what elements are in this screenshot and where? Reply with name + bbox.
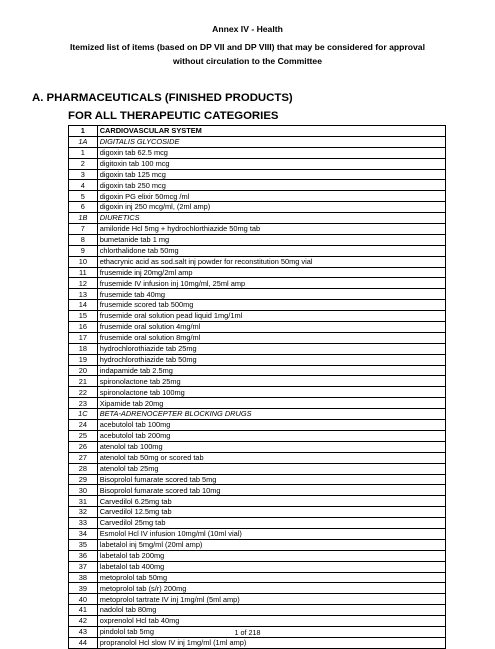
- item-description: BETA-ADRENOCEPTER BLOCKING DRUGS: [97, 409, 445, 420]
- item-number: 28: [69, 463, 98, 474]
- table-row: [69, 191, 446, 202]
- table-row: [69, 202, 446, 213]
- item-description: atenolol tab 50mg or scored tab: [97, 452, 445, 463]
- item-description: acebutolol tab 100mg: [97, 420, 445, 431]
- item-description: spironolactone tab 25mg: [97, 376, 445, 387]
- item-description: frusemide IV infusion inj 10mg/ml, 25ml amp: [97, 278, 445, 289]
- table-row: [69, 507, 446, 518]
- item-number: 18: [69, 343, 98, 354]
- item-description: Carvedilol 12.5mg tab: [97, 507, 445, 518]
- table-row: [69, 583, 446, 594]
- item-description: propranolol Hcl slow IV inj 1mg/ml (1ml amp): [97, 637, 445, 648]
- item-number: 35: [69, 539, 98, 550]
- item-description: metoprolol tab (s/r) 200mg: [97, 583, 445, 594]
- item-description: Bisoprolol fumarate scored tab 5mg: [97, 474, 445, 485]
- table-row: [69, 387, 446, 398]
- item-description: frusemide tab 40mg: [97, 289, 445, 300]
- item-description: frusemide inj 20mg/2ml amp: [97, 267, 445, 278]
- table-row: [69, 616, 446, 627]
- category-row: [69, 126, 446, 137]
- items-table-body: [69, 126, 446, 649]
- item-description: Bisoprolol fumarate scored tab 10mg: [97, 485, 445, 496]
- item-number: 44: [69, 637, 98, 648]
- table-row: [69, 430, 446, 441]
- item-description: acebutolol tab 200mg: [97, 430, 445, 441]
- table-row: [69, 485, 446, 496]
- table-row: [69, 234, 446, 245]
- item-number: 4: [69, 180, 98, 191]
- table-row: [69, 463, 446, 474]
- item-number: 42: [69, 616, 98, 627]
- table-row: [69, 605, 446, 616]
- item-description: CARDIOVASCULAR SYSTEM: [97, 126, 445, 137]
- item-number: 9: [69, 245, 98, 256]
- table-row: [69, 496, 446, 507]
- item-number: 15: [69, 311, 98, 322]
- table-row: [69, 289, 446, 300]
- item-description: digoxin tab 125 mcg: [97, 169, 445, 180]
- item-description: DIURETICS: [97, 213, 445, 224]
- item-description: frusemide scored tab 500mg: [97, 300, 445, 311]
- item-number: 6: [69, 202, 98, 213]
- category-row: [69, 136, 446, 147]
- category-row: [69, 213, 446, 224]
- item-number: 22: [69, 387, 98, 398]
- item-number: 10: [69, 256, 98, 267]
- item-number: 24: [69, 420, 98, 431]
- item-number: 30: [69, 485, 98, 496]
- item-number: 1: [69, 147, 98, 158]
- table-row: [69, 300, 446, 311]
- table-row: [69, 365, 446, 376]
- item-description: Carvedilol 6.25mg tab: [97, 496, 445, 507]
- item-number: 34: [69, 528, 98, 539]
- item-description: ethacrynic acid as sod.salt inj powder for reconstitution 50mg vial: [97, 256, 445, 267]
- table-row: [69, 420, 446, 431]
- item-number: 14: [69, 300, 98, 311]
- item-number: 8: [69, 234, 98, 245]
- table-row: [69, 354, 446, 365]
- table-row: [69, 398, 446, 409]
- item-description: labetalol inj 5mg/ml (20ml amp): [97, 539, 445, 550]
- table-row: [69, 441, 446, 452]
- item-number: 21: [69, 376, 98, 387]
- item-number: 27: [69, 452, 98, 463]
- table-row: [69, 224, 446, 235]
- item-description: labetalol tab 400mg: [97, 561, 445, 572]
- item-description: labetalol tab 200mg: [97, 550, 445, 561]
- item-number: 16: [69, 322, 98, 333]
- table-row: [69, 594, 446, 605]
- table-row: [69, 278, 446, 289]
- item-number: 12: [69, 278, 98, 289]
- item-description: amiloride Hcl 5mg + hydrochlorthiazide 50mg tab: [97, 224, 445, 235]
- items-table: [68, 125, 446, 649]
- table-row: [69, 550, 446, 561]
- table-row: [69, 376, 446, 387]
- item-number: 38: [69, 572, 98, 583]
- item-description: digoxin tab 250 mcg: [97, 180, 445, 191]
- item-number: 25: [69, 430, 98, 441]
- item-number: 3: [69, 169, 98, 180]
- table-row: [69, 637, 446, 648]
- item-number: 7: [69, 224, 98, 235]
- table-row: [69, 158, 446, 169]
- item-description: pindolol tab 5mg: [97, 626, 445, 637]
- item-description: spironolactone tab 100mg: [97, 387, 445, 398]
- item-description: metoprolol tartrate IV inj 1mg/ml (5ml amp): [97, 594, 445, 605]
- item-description: frusemide oral solution 8mg/ml: [97, 332, 445, 343]
- table-row: [69, 256, 446, 267]
- table-row: [69, 343, 446, 354]
- item-number: 19: [69, 354, 98, 365]
- section-subtitle: FOR ALL THERAPEUTIC CATEGORIES: [68, 110, 279, 122]
- item-number: 17: [69, 332, 98, 343]
- annex-title: Annex IV - Health: [212, 24, 283, 34]
- page-number: 1 of 218: [234, 628, 261, 637]
- item-number: 32: [69, 507, 98, 518]
- header-description-line-1: Itemized list of items (based on DP VII and DP VIII) that may be considered for approval: [70, 42, 425, 52]
- table-row: [69, 267, 446, 278]
- table-row: [69, 322, 446, 333]
- item-number: 20: [69, 365, 98, 376]
- item-number: 5: [69, 191, 98, 202]
- item-number: 41: [69, 605, 98, 616]
- item-description: metoprolol tab 50mg: [97, 572, 445, 583]
- header-description-line-2: without circulation to the Committee: [173, 56, 322, 66]
- item-number: 13: [69, 289, 98, 300]
- item-description: hydrochlorothiazide tab 25mg: [97, 343, 445, 354]
- item-description: digoxin tab 62.5 mcg: [97, 147, 445, 158]
- item-description: Esmolol Hcl IV infusion 10mg/ml (10ml vial): [97, 528, 445, 539]
- item-description: DIGITALIS GLYCOSIDE: [97, 136, 445, 147]
- item-number: 43: [69, 626, 98, 637]
- item-number: 23: [69, 398, 98, 409]
- item-number: 36: [69, 550, 98, 561]
- item-number: 1B: [69, 213, 98, 224]
- item-number: 1: [69, 126, 98, 137]
- item-number: 37: [69, 561, 98, 572]
- item-description: bumetanide tab 1 mg: [97, 234, 445, 245]
- item-description: frusemide oral solution 4mg/ml: [97, 322, 445, 333]
- item-number: 31: [69, 496, 98, 507]
- item-description: digitoxin tab 100 mcg: [97, 158, 445, 169]
- item-number: 29: [69, 474, 98, 485]
- item-number: 2: [69, 158, 98, 169]
- item-description: frusemide oral solution pead liquid 1mg/1ml: [97, 311, 445, 322]
- item-number: 1C: [69, 409, 98, 420]
- item-description: hydrochlorothiazide tab 50mg: [97, 354, 445, 365]
- table-row: [69, 332, 446, 343]
- table-row: [69, 180, 446, 191]
- item-number: 1A: [69, 136, 98, 147]
- section-title: A. PHARMACEUTICALS (FINISHED PRODUCTS): [32, 92, 293, 104]
- table-row: [69, 474, 446, 485]
- table-row: [69, 311, 446, 322]
- item-description: oxprenolol Hcl tab 40mg: [97, 616, 445, 627]
- item-description: nadolol tab 80mg: [97, 605, 445, 616]
- item-description: indapamide tab 2.5mg: [97, 365, 445, 376]
- table-row: [69, 245, 446, 256]
- item-number: 40: [69, 594, 98, 605]
- item-number: 33: [69, 518, 98, 529]
- item-number: 11: [69, 267, 98, 278]
- table-row: [69, 147, 446, 158]
- category-row: [69, 409, 446, 420]
- table-row: [69, 452, 446, 463]
- item-number: 26: [69, 441, 98, 452]
- item-description: digoxin PG elixir 50mcg /ml: [97, 191, 445, 202]
- table-row: [69, 169, 446, 180]
- item-number: 39: [69, 583, 98, 594]
- item-description: digoxin inj 250 mcg/ml, (2ml amp): [97, 202, 445, 213]
- item-description: Carvedilol 25mg tab: [97, 518, 445, 529]
- table-row: [69, 518, 446, 529]
- table-row: [69, 572, 446, 583]
- item-description: Xipamide tab 20mg: [97, 398, 445, 409]
- item-description: chlorthalidone tab 50mg: [97, 245, 445, 256]
- item-description: atenolol tab 100mg: [97, 441, 445, 452]
- table-row: [69, 561, 446, 572]
- item-description: atenolol tab 25mg: [97, 463, 445, 474]
- table-row: [69, 528, 446, 539]
- table-row: [69, 539, 446, 550]
